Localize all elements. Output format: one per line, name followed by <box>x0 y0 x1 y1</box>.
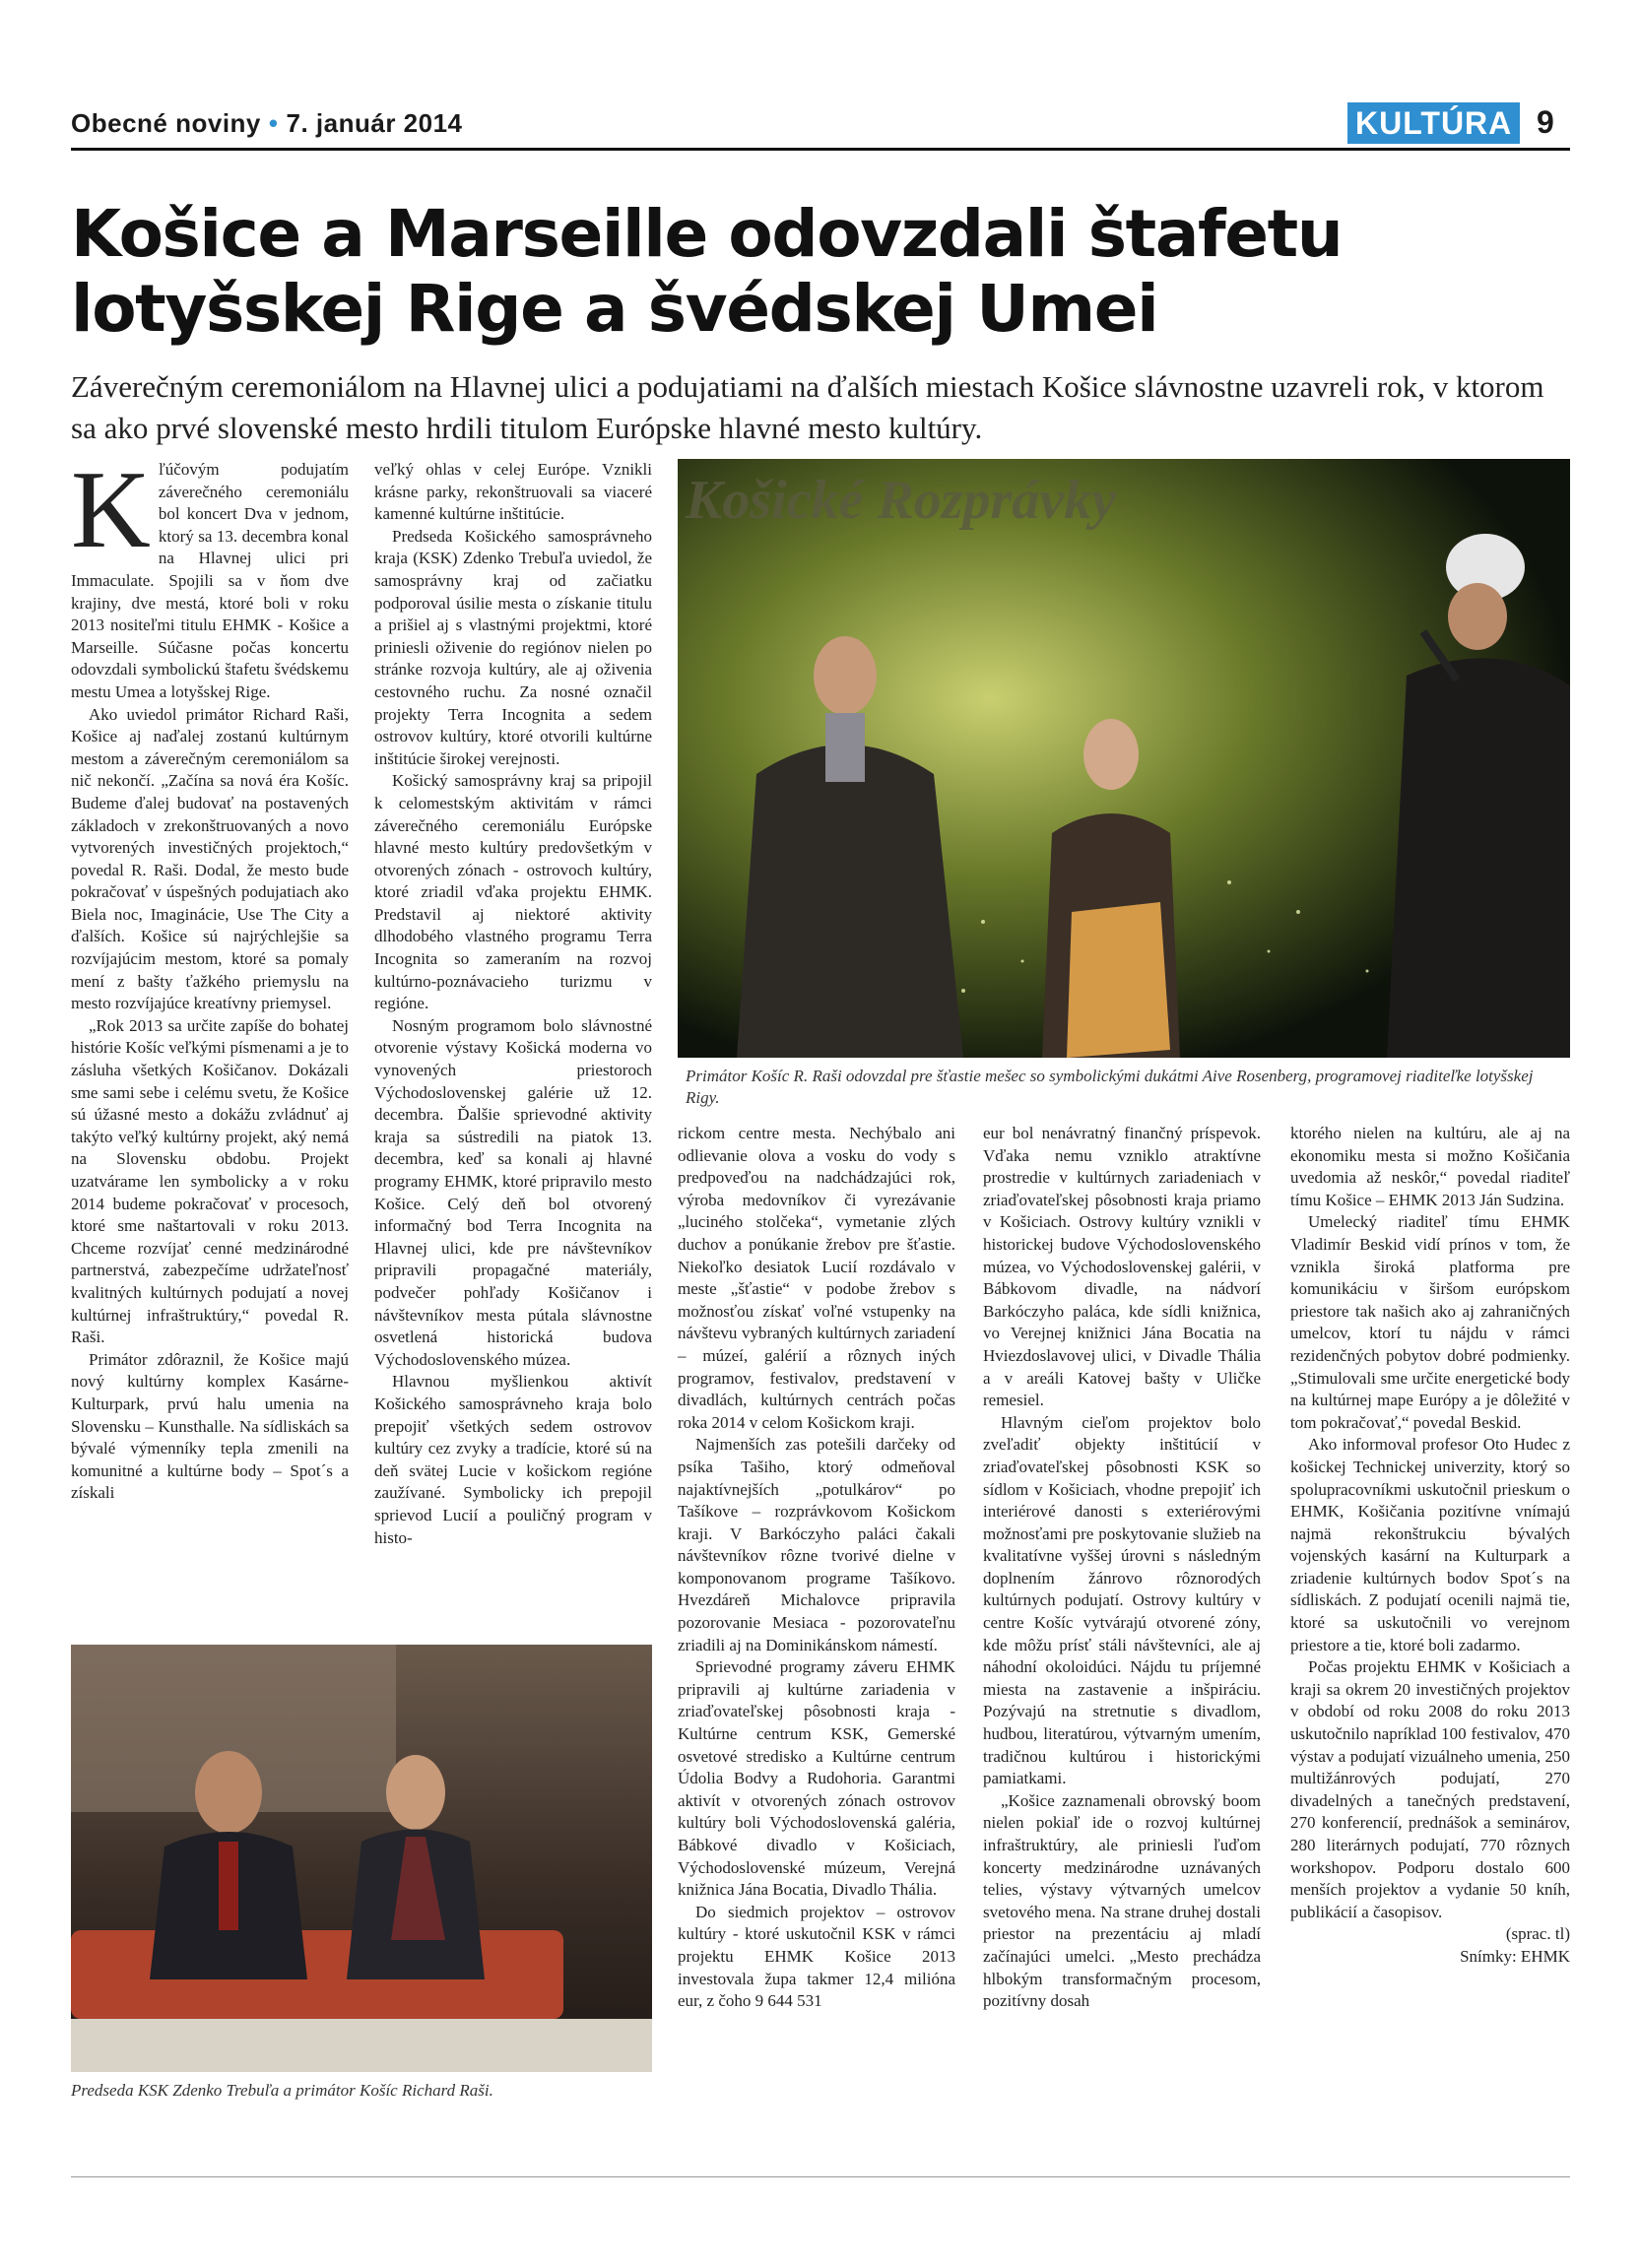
paragraph: rickom centre mesta. Nechýbalo ani odlievanie olova a vosku do vody s predpoveďou na nadchádzajúci rok, výroba medovníkov či vyrezávanie „luciného stolčeka“, vymetanie zlých duchov a ponúkanie žrebov pre šťastie. Niekoľko desiatok Lucií rozdávalo v meste „šťastie“ v podobe žrebov s možnosťou získať voľné vstupenky na návštevu vybraných kultúrnych zariadení – múzeí, galérií a rôznych iných programov, festivalov, predstavení v divadlách, kultúrnych centrách počas roka 2014 v celom Košickom kraji. <box>678 1124 955 1432</box>
headline-line-2: lotyšskej Rige a švédskej Umei <box>71 271 1158 347</box>
paragraph: Počas projektu EHMK v Košiciach a kraji sa okrem 20 investičných projektov v období od roku 2008 do roku 2013 uskutočnilo napríklad 100 festivalov, 470 výstav a podujatí vizuálneho umenia, 250 multižánrových podujatí, 270 divadelných a tanečných predstavení, 270 konferencií, prednášok a seminárov, 280 literárnych podujatí, 770 rôznych workshopov. Podporu dostalo 600 menších projektov a vydanie 50 kníh, publikácií a časopisov. <box>1290 1657 1570 1921</box>
article-column-5 <box>1290 1123 1570 1969</box>
main-photo-caption: Primátor Košíc R. Raši odovzdal pre šťastie mešec so symbolickými dukátmi Aive Rosenberg, programovej riaditeľke lotyšskej Rigy. <box>686 1067 1534 1107</box>
article-column-3 <box>678 1123 955 2013</box>
headline-line-1: Košice a Marseille odovzdali štafetu <box>71 196 1343 272</box>
headline <box>71 197 1570 347</box>
paragraph: ktorého nielen na kultúru, ale aj na ekonomiku mesta si možno Košičania uvedomia až neskôr,“ povedal riaditeľ tímu Košice – EHMK 2013 Ján Sudzina. <box>1290 1124 1570 1209</box>
footer-rule <box>71 2176 1570 2177</box>
masthead <box>71 108 463 139</box>
article-column-2 <box>374 459 652 1549</box>
article-column-4 <box>983 1123 1261 2013</box>
drop-cap: K <box>71 449 151 571</box>
paragraph: Hlavnou myšlienkou aktivít Košického samosprávneho kraja bolo prepojiť všetkých sedem ostrovov kultúry cez zvyky a tradície, ktoré sú na deň svätej Lucie v košickom regióne zaužívané. Symbolicky ich prepojil sprievod Lucií a pouličný program v histo- <box>374 1372 652 1547</box>
paragraph: Hlavným cieľom projektov bolo zveľadiť objekty inštitúcií v zriaďovateľskej pôsobnosti KSK so sídlom v Košiciach, vhodne prepojiť ich interiérové danosti s exteriérovými možnosťami pre poskytovanie služieb na kvalitatívne vyššej úrovni s následným doplnením žánrovo rôznorodých kultúrnych podujatí. Ostrovy kultúry v centre Košíc vytvárajú otvorené zóny, kde môžu prísť stáli návštevníci, ale aj náhodní okoloidúci. Nájdu tu príjemné miesta na zastavenie a inšpiráciu. Pozývajú na stretnutie s divadlom, hudbou, literatúrou, výtvarným umením, tradičnou kultúrou i historickými pamiatkami. <box>983 1412 1261 1788</box>
paragraph: Do siedmich projektov – ostrovov kultúry - ktoré uskutočnil KSK v rámci projektu EHMK Košice 2013 investovala župa takmer 12,4 milióna eur, z čoho 9 644 531 <box>678 1902 955 2011</box>
paragraph: Umelecký riaditeľ tímu EHMK Vladimír Beskid vidí prínos v tom, že vznikla široká platforma pre komunikáciu v širšom európskom priestore tak našich ako aj zahraničných umelcov, ktorí tu nájdu v rámci rezidenčných pobytov dobré podmienky. „Stimulovali sme určite energetické body na kultúrnej mape Európy a je dôležité v tom pokračovať,“ povedal Beskid. <box>1290 1212 1570 1432</box>
panel-photo <box>71 1645 652 2072</box>
author-credit: (sprac. tl) <box>1505 1924 1570 1944</box>
stage-photo <box>678 459 1570 1058</box>
paragraph: veľký ohlas v celej Európe. Vznikli krásne parky, rekonštruovali sa viaceré kamenné kultúrne inštitúcie. <box>374 460 652 524</box>
lead-paragraph: Záverečným ceremoniálom na Hlavnej ulici a podujatiami na ďalších miestach Košice slávnostne uzavreli rok, v ktorom sa ako prvé slovenské mesto hrdili titulom Európske hlavné mesto kultúry. <box>71 369 1544 445</box>
panel-photo-image <box>71 1645 652 2072</box>
issue-date: 7. január 2014 <box>286 108 463 138</box>
paragraph: Predseda Košického samosprávneho kraja (KSK) Zdenko Trebuľa uviedol, že samosprávny kraj od začiatku podporoval úsilie mesta o získanie titulu a prišiel aj s vlastnými projektmi, ktoré priniesli oživenie do regiónov nielen po stránke rozvoja kultúry, ale aj oživenia cestovného ruchu. Za nosné označil projekty Terra Incognita a sedem ostrovov kultúry, ktoré otvorili kultúrne inštitúcie širokej verejnosti. <box>374 526 652 768</box>
paragraph: Nosným programom bolo slávnostné otvorenie výstavy Košická moderna vo vynovených priestoroch Východoslovenskej galérie už 12. decembra. Ďalšie sprievodné aktivity kraja sa sústredili na piatok 13. decembra, keď sa konali aj hlavné programy EHMK, ktoré pripravilo mesto Košice. Celý deň bol otvorený informačný bod Terra Incognita na Hlavnej ulici, kde pre návštevníkov pripravili propagačné materiály, podvečer pohľady Košičanov i návštevníkov mesta pútala slávnostne osvetlená historická budova Východoslovenského múzea. <box>374 1015 652 1369</box>
section-label: KULTÚRA <box>1347 102 1520 144</box>
photo-credit: Snímky: EHMK <box>1460 1946 1570 1966</box>
separator-dot: • <box>268 108 279 138</box>
page-number: 9 <box>1537 104 1554 140</box>
paragraph: „Rok 2013 sa určite zapíše do bohatej histórie Košíc veľkými písmenami a je to zásluha všetkých Košičanov. Dokázali sme sami sebe i celému svetu, že Košice sú úžasné mesto a dokážu zvládnuť aj takýto veľký kultúrny projekt, aký nemá na Slovensku obdobu. Projekt uzatvárame len symbolicky a v roku 2014 budeme pokračovať v procesoch, ktoré sme naštartovali v roku 2013. Chceme rozvíjať cenné medzinárodné partnerstvá, zabezpečíme udržateľnosť kvalitných kultúrnych podujatí a novej kultúrnej infraštruktúry,“ povedal R. Raši. <box>71 1015 349 1347</box>
paragraph: Ako informoval profesor Oto Hudec z košickej Technickej univerzity, ktorý so spolupracovníkmi uskutočnil prieskum o EHMK, Košičania pozitívne vnímajú najmä rekonštrukciu bývalých vojenských kasární na Kulturpark a zriadenie kultúrnych bodov Spot´s na sídliskách. Z podujatí ocenili najmä tie, ktoré sa uskutočnili vo verejnom priestore a tie, ktoré boli zadarmo. <box>1290 1435 1570 1654</box>
paragraph: Sprievodné programy záveru EHMK pripravili aj kultúrne zariadenia v zriaďovateľskej pôsobnosti kraja - Kultúrne centrum KSK, Gemerské osvetové stredisko a Kultúrne centrum Údolia Bodvy a Rudohoria. Garantmi aktivít v otvorených zónach ostrovov kultúry boli Východoslovenská galéria, Bábkové divadlo v Košiciach, Východoslovenské múzeum, Verejná knižnica Jána Bocatia, Divadlo Thália. <box>678 1657 955 1900</box>
paragraph: Najmenších zas potešili darčeky od psíka Tašiho, ktorý odmeňoval najaktívnejších „potulkárov“ po Tašíkove – rozprávkovom Košickom kraji. V Barkóczyho paláci čakali návštevníkov rôzne tvorivé dielne v komponovanom programe Tašíkovo. Hvezdáreň Michalovce pripravila pozorovanie Mesiaca - pozorovateľnu zriadili aj na Dominikánskom námestí. <box>678 1435 955 1654</box>
panel-photo-caption: Predseda KSK Zdenko Trebuľa a primátor Košíc Richard Raši. <box>71 2081 493 2100</box>
paragraph: Ako uviedol primátor Richard Raši, Košice aj naďalej zostanú kultúrnym mestom a záverečným ceremoniálom sa nič nekončí. „Začína sa nová éra Košíc. Budeme ďalej budovať na postavených základoch v zrekonštruovaných a novo vytvorených investičných projektoch,“ povedal R. Raši. Dodal, že mesto bude pokračovať v úspešných podujatiach ako Biela noc, Imaginácie, Use The City a ďalších. Košice sú najrýchlejšie sa rozvíjajúcim mestom, ktoré sa pomaly mení z bašty ťažkého priemyslu na mesto rozvíjajúce kreatívny priemysel. <box>71 704 349 1013</box>
sofa <box>71 1930 563 2019</box>
paragraph: Primátor zdôraznil, že Košice majú nový kultúrny komplex Kasárne-Kulturpark, prvú halu umenia na Slovensku – Kunsthalle. Na sídliskách sa bývalé výmenníky tepla zmenili na komunitné a kultúrne body – Spot´s a získali <box>71 1349 349 1503</box>
page-header <box>71 102 1570 150</box>
stage-photo-image <box>678 459 1570 1058</box>
paragraph: „Košice zaznamenali obrovský boom nielen pokiaľ ide o rozvoj kultúrnej infraštruktúry, ale priniesli ľuďom koncerty medzinárodne uznávaných telies, výstavy výtvarných umelcov svetového mena. Na strane druhej dostali priestor na prezentáciu aj mladí začínajúci umelci. „Mesto prechádza hlbokým transformačným procesom, pozitívny dosah <box>983 1790 1261 2011</box>
publication-name: Obecné noviny <box>71 108 261 138</box>
paragraph: eur bol nenávratný finančný príspevok. Vďaka nemu vzniklo atraktívne prostredie v kultúrnych zariadeniach v zriaďovateľskej pôsobnosti kraja priamo v Košiciach. Ostrovy kultúry vznikli v historickej budove Východoslovenského múzea, vo Východoslovenskej galérii, v Bábkovom divadle, na nádvorí Barkóczyho paláca, kde sídli knižnica, vo Verejnej knižnici Jána Bocatia na Hviezdoslavovej ulici, v Divadle Thália a v areáli Katovej bašty v Uličke remesiel. <box>983 1124 1261 1410</box>
paragraph: Košický samosprávny kraj sa pripojil k celomestským aktivitám v rámci záverečného ceremoniálu Európske hlavné mesto kultúry predovšetkým v otvorených zónach - ostrovoch kultúry, ktoré zriadil vďaka projektu EHMK. Predstavil aj niektoré aktivity dlhodobého vlastného programu Terra Incognita so zameraním na rozvoj kultúrno-poznávacieho turizmu v regióne. <box>374 771 652 1013</box>
header-rule <box>71 148 1570 151</box>
stage-sign-text: Košické Rozprávky <box>686 470 1117 531</box>
article-column-1 <box>71 449 349 1505</box>
paragraph: Kľúčovým podujatím záverečného ceremoniálu bol koncert Dva v jednom, ktorý sa 13. decembra konal na Hlavnej ulici pri Immaculate. Spojili sa v ňom dve krajiny, dve mestá, ktoré boli v roku 2013 nositeľmi titulu EHMK - Košice a Marseille. Súčasne počas koncertu odovzdali symbolickú štafetu švédskemu mestu Umea a lotyšskej Rige. <box>71 449 349 701</box>
